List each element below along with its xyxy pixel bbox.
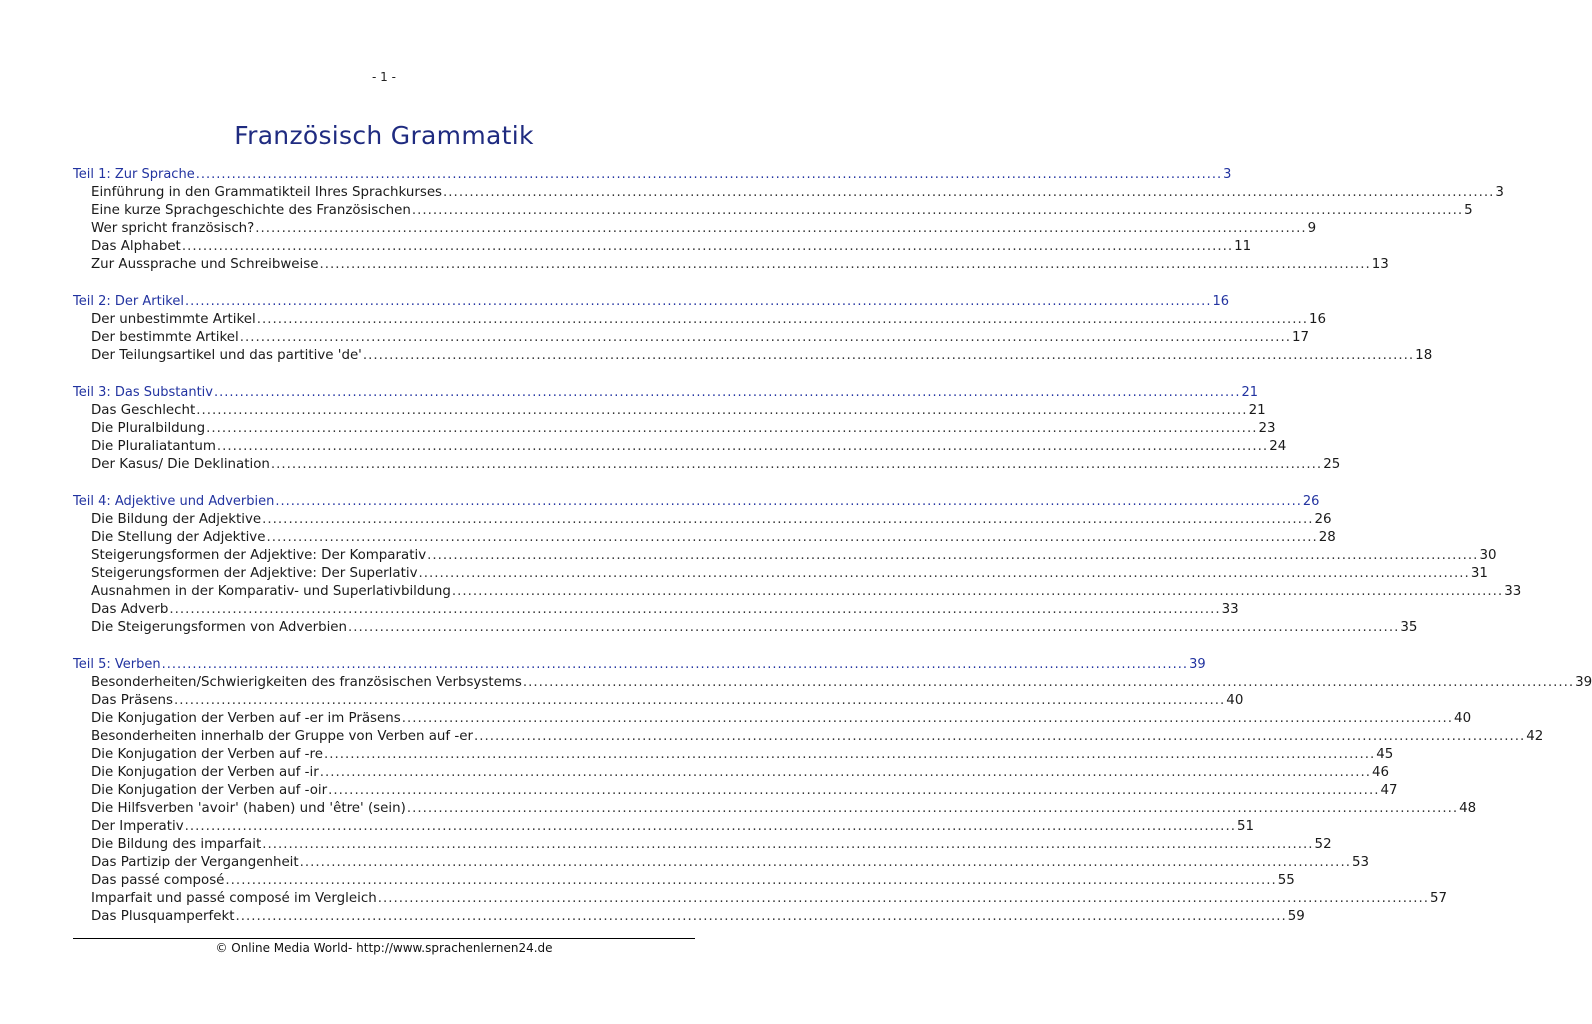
toc-section-heading-page-number: 39 [1189, 657, 1206, 672]
toc-entry-label: Zur Aussprache und Schreibweise [91, 257, 319, 272]
dot-leader: ........................................................................................................................................................................................................ [418, 566, 1470, 581]
toc-entry-page-number: 25 [1323, 457, 1341, 472]
dot-leader: ........................................................................................................................................................................................................ [377, 891, 1429, 906]
dot-leader: ........................................................................................................................................................................................................ [195, 167, 1223, 182]
toc-entry-page-number: 40 [1226, 693, 1244, 708]
toc-entry-page-number: 9 [1307, 221, 1317, 236]
toc-entry[interactable] [73, 908, 1305, 926]
toc-entry-label: Das Alphabet [91, 239, 181, 254]
toc-section-heading[interactable] [73, 384, 1258, 402]
toc-entry-page-number: 28 [1318, 530, 1336, 545]
dot-leader: ........................................................................................................................................................................................................ [275, 494, 1302, 509]
toc-entry-page-number: 53 [1351, 855, 1370, 870]
toc-entry[interactable] [73, 583, 1522, 601]
toc-entry-page-number: 5 [1464, 203, 1473, 218]
toc-section-heading[interactable] [73, 493, 1320, 511]
dot-leader: ........................................................................................................................................................................................................ [173, 693, 1226, 708]
toc-entry[interactable] [73, 619, 1418, 637]
toc-entry-label: Das Adverb [91, 602, 169, 617]
toc-entry-label: Der Teilungsartikel und das partitive 'de' [91, 348, 362, 363]
dot-leader: ........................................................................................................................................................................................................ [225, 873, 1277, 888]
toc-entry-page-number: 52 [1314, 837, 1332, 852]
toc-entry-label: Wer spricht französisch? [91, 221, 255, 236]
toc-section-heading-page-number: 26 [1302, 494, 1320, 509]
toc-section-heading-page-number: 3 [1223, 167, 1232, 182]
footer-text: © Online Media World- http://www.sprachenlernen24.de [215, 941, 553, 955]
dot-leader: ........................................................................................................................................................................................................ [255, 221, 1307, 236]
toc-entry[interactable] [73, 311, 1327, 329]
toc-entry-label: Die Konjugation der Verben auf -er im Präsens [91, 711, 401, 726]
toc-entry-page-number: 11 [1234, 239, 1252, 254]
toc-entry-page-number: 33 [1221, 602, 1239, 617]
toc-entry-page-number: 47 [1380, 783, 1398, 798]
toc-entry-label: Steigerungsformen der Adjektive: Der Komparativ [91, 548, 427, 563]
toc-entry-label: Das passé composé [91, 873, 225, 888]
toc-entry[interactable] [73, 601, 1239, 619]
toc-entry[interactable] [73, 529, 1336, 547]
toc-entry[interactable] [73, 256, 1389, 274]
dot-leader: ........................................................................................................................................................................................................ [451, 584, 1504, 599]
toc-entry[interactable] [73, 438, 1287, 456]
toc-entry-label: Der Kasus/ Die Deklination [91, 457, 270, 472]
toc-entry-label: Der unbestimmte Artikel [91, 312, 256, 327]
toc-section [73, 384, 1341, 474]
dot-leader: ........................................................................................................................................................................................................ [406, 801, 1459, 816]
toc-entry-page-number: 16 [1309, 312, 1327, 327]
dot-leader: ........................................................................................................................................................................................................ [216, 439, 1269, 454]
toc-entry-page-number: 21 [1248, 403, 1266, 418]
toc-entry-label: Der Imperativ [91, 819, 184, 834]
toc-entry[interactable] [73, 710, 1472, 728]
toc-entry-label: Die Pluraliatantum [91, 439, 216, 454]
dot-leader: ........................................................................................................................................................................................................ [319, 765, 1372, 780]
toc-entry-label: Das Geschlecht [91, 403, 196, 418]
toc-entry[interactable] [73, 692, 1244, 710]
toc-entry-page-number: 26 [1314, 512, 1332, 527]
dot-leader: ........................................................................................................................................................................................................ [213, 385, 1241, 400]
dot-leader: ........................................................................................................................................................................................................ [239, 330, 1292, 345]
toc-entry-page-number: 33 [1504, 584, 1522, 599]
toc-entry[interactable] [73, 746, 1394, 764]
toc-entry-page-number: 18 [1415, 348, 1433, 363]
toc-entry[interactable] [73, 547, 1497, 565]
dot-leader: ........................................................................................................................................................................................................ [473, 729, 1526, 744]
toc-entry-label: Die Pluralbildung [91, 421, 206, 436]
dot-leader: ........................................................................................................................................................................................................ [427, 548, 1479, 563]
toc-section-heading-page-number: 21 [1241, 385, 1258, 400]
dot-leader: ........................................................................................................................................................................................................ [362, 348, 1415, 363]
toc-section-heading-label: Teil 5: Verben [73, 657, 161, 672]
dot-leader: ........................................................................................................................................................................................................ [184, 819, 1236, 834]
toc-entry-page-number: 51 [1236, 819, 1255, 834]
dot-leader: ........................................................................................................................................................................................................ [319, 257, 1371, 272]
dot-leader: ........................................................................................................................................................................................................ [235, 909, 1287, 924]
toc-entry-page-number: 57 [1430, 891, 1448, 906]
toc-section-heading-page-number: 16 [1212, 294, 1229, 309]
dot-leader: ........................................................................................................................................................................................................ [256, 312, 1308, 327]
toc-section-heading-label: Teil 2: Der Artikel [73, 294, 184, 309]
toc-entry-page-number: 39 [1575, 675, 1592, 690]
dot-leader: ........................................................................................................................................................................................................ [184, 294, 1212, 309]
toc-entry-page-number: 46 [1372, 765, 1390, 780]
toc-entry-label: Imparfait und passé composé im Vergleich [91, 891, 377, 906]
toc-entry[interactable] [73, 184, 1504, 202]
dot-leader: ........................................................................................................................................................................................................ [299, 855, 1351, 870]
toc-entry-page-number: 24 [1269, 439, 1287, 454]
toc-entry-page-number: 40 [1454, 711, 1472, 726]
dot-leader: ........................................................................................................................................................................................................ [348, 620, 1400, 635]
toc-section [73, 493, 1522, 637]
toc-section-heading-label: Teil 1: Zur Sprache [73, 167, 195, 182]
toc-entry-label: Die Hilfsverben 'avoir' (haben) und 'être' (sein) [91, 801, 406, 816]
toc-entry-label: Der bestimmte Artikel [91, 330, 239, 345]
toc-section-heading[interactable] [73, 293, 1229, 311]
dot-leader: ........................................................................................................................................................................................................ [270, 457, 1323, 472]
toc-entry-page-number: 42 [1526, 729, 1544, 744]
toc-entry-label: Die Stellung der Adjektive [91, 530, 266, 545]
toc-entry[interactable] [73, 764, 1390, 782]
toc-entry-label: Die Steigerungsformen von Adverbien [91, 620, 348, 635]
toc-entry-label: Steigerungsformen der Adjektive: Der Superlativ [91, 566, 418, 581]
toc-entry-label: Die Bildung der Adjektive [91, 512, 262, 527]
toc-entry-label: Das Partizip der Vergangenheit [91, 855, 299, 870]
toc-entry[interactable] [73, 890, 1448, 908]
toc-entry-page-number: 48 [1459, 801, 1477, 816]
toc-entry[interactable] [73, 854, 1370, 872]
toc-entry-page-number: 17 [1292, 330, 1310, 345]
dot-leader: ........................................................................................................................................................................................................ [161, 657, 1189, 672]
dot-leader: ........................................................................................................................................................................................................ [206, 421, 1258, 436]
toc-entry-label: Die Bildung des imparfait [91, 837, 262, 852]
toc-entry[interactable] [73, 220, 1317, 238]
toc-entry[interactable] [73, 347, 1433, 365]
dot-leader: ........................................................................................................................................................................................................ [411, 203, 1464, 218]
dot-leader: ........................................................................................................................................................................................................ [522, 675, 1575, 690]
dot-leader: ........................................................................................................................................................................................................ [169, 602, 1221, 617]
toc-entry-label: Die Konjugation der Verben auf -oir [91, 783, 328, 798]
toc-entry-label: Die Konjugation der Verben auf -re [91, 747, 323, 762]
toc-entry-label: Eine kurze Sprachgeschichte des Französischen [91, 203, 411, 218]
toc-entry-label: Das Plusquamperfekt [91, 909, 235, 924]
toc-section [73, 656, 1592, 926]
table-of-contents [73, 166, 1592, 945]
dot-leader: ........................................................................................................................................................................................................ [262, 512, 1314, 527]
toc-entry-page-number: 30 [1479, 548, 1497, 563]
toc-entry[interactable] [73, 818, 1255, 836]
document-title: Französisch Grammatik [234, 120, 534, 150]
footer-divider [73, 938, 695, 939]
toc-entry-page-number: 45 [1376, 747, 1394, 762]
toc-entry-page-number: 3 [1495, 185, 1504, 200]
toc-section-heading[interactable] [73, 656, 1206, 674]
toc-entry[interactable] [73, 456, 1341, 474]
dot-leader: ........................................................................................................................................................................................................ [323, 747, 1376, 762]
toc-entry-page-number: 59 [1287, 909, 1305, 924]
dot-leader: ........................................................................................................................................................................................................ [196, 403, 1248, 418]
toc-section [73, 293, 1433, 365]
toc-entry[interactable] [73, 800, 1477, 818]
dot-leader: ........................................................................................................................................................................................................ [401, 711, 1454, 726]
toc-entry-page-number: 35 [1400, 620, 1418, 635]
toc-entry[interactable] [73, 565, 1488, 583]
page-number: - 1 - [372, 70, 396, 84]
toc-entry[interactable] [73, 202, 1473, 220]
toc-section-heading-label: Teil 4: Adjektive und Adverbien [73, 494, 275, 509]
toc-entry[interactable] [73, 836, 1332, 854]
toc-entry[interactable] [73, 238, 1252, 256]
toc-entry[interactable] [73, 511, 1332, 529]
toc-entry[interactable] [73, 420, 1276, 438]
dot-leader: ........................................................................................................................................................................................................ [328, 783, 1380, 798]
toc-entry[interactable] [73, 872, 1295, 890]
dot-leader: ........................................................................................................................................................................................................ [443, 185, 1495, 200]
dot-leader: ........................................................................................................................................................................................................ [262, 837, 1314, 852]
toc-entry-label: Besonderheiten/Schwierigkeiten des französischen Verbsystems [91, 675, 522, 690]
toc-entry[interactable] [73, 674, 1592, 692]
toc-section [73, 166, 1504, 274]
toc-entry[interactable] [73, 728, 1544, 746]
toc-entry[interactable] [73, 782, 1398, 800]
dot-leader: ........................................................................................................................................................................................................ [266, 530, 1318, 545]
toc-entry-page-number: 23 [1258, 421, 1276, 436]
toc-entry-label: Die Konjugation der Verben auf -ir [91, 765, 319, 780]
toc-entry-label: Ausnahmen in der Komparativ- und Superlativbildung [91, 584, 451, 599]
toc-entry[interactable] [73, 402, 1266, 420]
toc-entry-page-number: 13 [1371, 257, 1389, 272]
toc-entry[interactable] [73, 329, 1310, 347]
toc-entry-label: Einführung in den Grammatikteil Ihres Sprachkurses [91, 185, 443, 200]
toc-entry-page-number: 55 [1277, 873, 1295, 888]
toc-entry-label: Das Präsens [91, 693, 173, 708]
toc-section-heading[interactable] [73, 166, 1232, 184]
toc-entry-label: Besonderheiten innerhalb der Gruppe von Verben auf -er [91, 729, 473, 744]
toc-entry-page-number: 31 [1470, 566, 1488, 581]
toc-section-heading-label: Teil 3: Das Substantiv [73, 385, 213, 400]
dot-leader: ........................................................................................................................................................................................................ [181, 239, 1234, 254]
